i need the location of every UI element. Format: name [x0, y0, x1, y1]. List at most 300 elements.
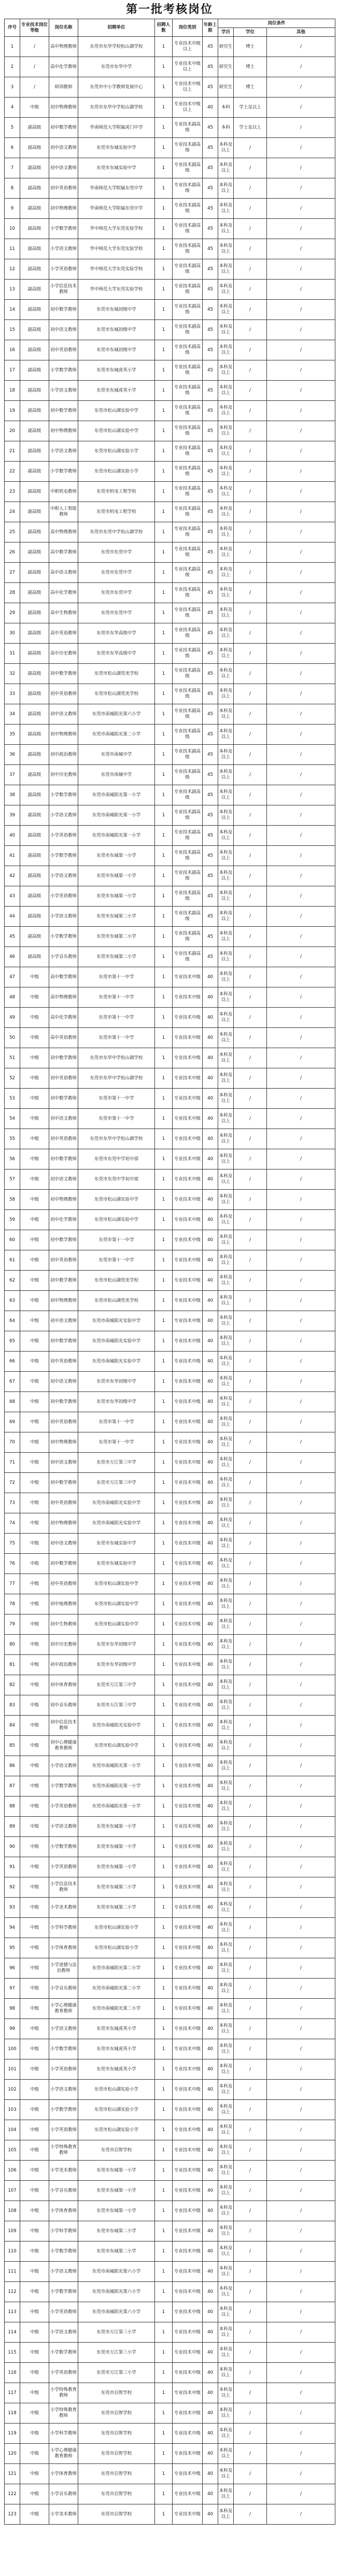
- cell-unit: 东莞市东华中学松山湖学校: [78, 1129, 155, 1149]
- cell-category: 专业技术副高级: [173, 927, 203, 947]
- page-title: 第一批考核岗位: [125, 3, 213, 16]
- cell-category: 专业技术副高级: [173, 886, 203, 907]
- cell-seq: 43: [5, 886, 20, 907]
- table-row: [5, 1756, 335, 1776]
- table-row: [5, 239, 335, 259]
- cell-education: 本科及以上: [218, 1210, 234, 1230]
- cell-seq: 15: [5, 320, 20, 340]
- cell-education: 本科及以上: [218, 522, 234, 542]
- cell-post: 高中化学教师: [49, 583, 78, 603]
- table-row: [5, 462, 335, 482]
- cell-seq: 81: [5, 1655, 20, 1675]
- cell-other: /: [267, 1089, 335, 1109]
- cell-seq: 30: [5, 623, 20, 644]
- cell-seq: 63: [5, 1291, 20, 1311]
- cell-count: 1: [155, 2302, 173, 2322]
- cell-age: 45: [203, 178, 218, 199]
- cell-degree: /: [234, 2403, 267, 2424]
- cell-age: 40: [203, 2241, 218, 2262]
- cell-other: /: [267, 522, 335, 542]
- table-row: [5, 381, 335, 401]
- cell-education: 本科及以上: [218, 178, 234, 199]
- cell-seq: 62: [5, 1271, 20, 1291]
- cell-seq: 96: [5, 1958, 20, 1979]
- col-header-unit: 招聘单位: [78, 19, 155, 37]
- cell-category: 专业技术中级: [173, 1554, 203, 1574]
- cell-seq: 68: [5, 1392, 20, 1412]
- cell-other: /: [267, 1129, 335, 1149]
- cell-post: 小学数学教师: [49, 2282, 78, 2302]
- cell-category: 专业技术中级: [173, 1918, 203, 1938]
- cell-post: 初中语文教师: [49, 1534, 78, 1554]
- cell-post: 小学特殊教育教师: [49, 2140, 78, 2161]
- cell-unit: 东莞市东城虎英小学: [78, 2039, 155, 2059]
- cell-other: /: [267, 1675, 335, 1695]
- cell-age: 40: [203, 2262, 218, 2282]
- cell-post: 小学语文教师: [49, 441, 78, 462]
- cell-category: 专业技术中级: [173, 2120, 203, 2140]
- table-row: [5, 2181, 335, 2201]
- cell-education: 本科及以上: [218, 1675, 234, 1695]
- cell-category: 专业技术中级: [173, 2221, 203, 2241]
- table-row: [5, 2383, 335, 2403]
- cell-degree: /: [234, 401, 267, 421]
- cell-unit: 东莞市东城第二小学: [78, 947, 155, 967]
- cell-category: 专业技术中级: [173, 2039, 203, 2059]
- cell-count: 1: [155, 1412, 173, 1432]
- cell-unit: 东莞市南城阳光第一小学: [78, 1797, 155, 1817]
- cell-post: 小学语文教师: [49, 2019, 78, 2039]
- cell-seq: 122: [5, 2484, 20, 2504]
- cell-degree: /: [234, 259, 267, 280]
- cell-count: 1: [155, 1877, 173, 1898]
- cell-category: 专业技术中级: [173, 1392, 203, 1412]
- cell-seq: 107: [5, 2181, 20, 2201]
- cell-education: 本科及以上: [218, 462, 234, 482]
- cell-age: 40: [203, 1614, 218, 1635]
- cell-other: /: [267, 1857, 335, 1877]
- cell-age: 40: [203, 2181, 218, 2201]
- cell-post: 小学数学教师: [49, 2343, 78, 2363]
- cell-age: 40: [203, 1958, 218, 1979]
- cell-other: /: [267, 1352, 335, 1372]
- table-row: [5, 2262, 335, 2282]
- cell-education: 本科及以上: [218, 2484, 234, 2504]
- cell-degree: /: [234, 2059, 267, 2080]
- cell-education: 本科及以上: [218, 2403, 234, 2424]
- cell-count: 1: [155, 785, 173, 805]
- cell-count: 1: [155, 2322, 173, 2343]
- table-row: [5, 138, 335, 158]
- cell-unit: 东莞市南城阳光第二小学: [78, 1979, 155, 1999]
- table-row: [5, 2282, 335, 2302]
- cell-category: 专业技术副高级: [173, 765, 203, 785]
- table-row: [5, 178, 335, 199]
- cell-seq: 20: [5, 421, 20, 441]
- cell-unit: 东莞市东城第二小学: [78, 907, 155, 927]
- cell-degree: /: [234, 138, 267, 158]
- cell-degree: /: [234, 1412, 267, 1432]
- table-row: [5, 1918, 335, 1938]
- cell-unit: 东莞市松山湖实验中学: [78, 1614, 155, 1635]
- cell-count: 1: [155, 2464, 173, 2484]
- cell-category: 专业技术中级: [173, 2322, 203, 2343]
- cell-level: 副高级: [20, 178, 49, 199]
- cell-age: 40: [203, 2201, 218, 2221]
- cell-education: 本科及以上: [218, 1898, 234, 1918]
- cell-unit: 东莞市东华初级中学: [78, 1372, 155, 1392]
- cell-count: 1: [155, 2484, 173, 2504]
- table-row: [5, 765, 335, 785]
- cell-count: 1: [155, 1958, 173, 1979]
- cell-post: 初中语文教师: [49, 1453, 78, 1473]
- cell-count: 1: [155, 2100, 173, 2120]
- cell-age: 40: [203, 2039, 218, 2059]
- cell-age: 45: [203, 340, 218, 360]
- cell-count: 1: [155, 1513, 173, 1534]
- cell-degree: /: [234, 441, 267, 462]
- cell-age: 45: [203, 947, 218, 967]
- table-row: [5, 2403, 335, 2424]
- cell-level: 中级: [20, 1169, 49, 1190]
- table-row: [5, 421, 335, 441]
- cell-education: 本科及以上: [218, 1412, 234, 1432]
- cell-post: 初中数学教师: [49, 401, 78, 421]
- cell-count: 1: [155, 1089, 173, 1109]
- cell-other: /: [267, 199, 335, 219]
- cell-post: 初中物理教师: [49, 1513, 78, 1534]
- cell-level: 中级: [20, 2120, 49, 2140]
- cell-post: 小学英语教师: [49, 259, 78, 280]
- cell-seq: 59: [5, 1210, 20, 1230]
- cell-level: 中级: [20, 1028, 49, 1048]
- cell-other: /: [267, 1392, 335, 1412]
- cell-level: 中级: [20, 1068, 49, 1089]
- cell-age: 40: [203, 1392, 218, 1412]
- cell-other: /: [267, 2464, 335, 2484]
- table-row: [5, 1513, 335, 1534]
- cell-unit: 东莞市松山湖实验小学: [78, 2080, 155, 2100]
- table-row: [5, 826, 335, 846]
- cell-count: 1: [155, 2424, 173, 2444]
- cell-count: 1: [155, 2140, 173, 2161]
- cell-unit: 东莞市启智学校: [78, 2444, 155, 2464]
- cell-degree: /: [234, 421, 267, 441]
- cell-other: /: [267, 360, 335, 381]
- cell-seq: 80: [5, 1635, 20, 1655]
- cell-other: /: [267, 1756, 335, 1776]
- table-row: [5, 2464, 335, 2484]
- cell-age: 45: [203, 57, 218, 77]
- cell-education: 本科及以上: [218, 219, 234, 239]
- table-row: [5, 1210, 335, 1230]
- cell-age: 45: [203, 37, 218, 57]
- cell-seq: 11: [5, 239, 20, 259]
- table-body: [5, 37, 335, 2525]
- cell-category: 专业技术中级: [173, 1797, 203, 1817]
- cell-count: 1: [155, 725, 173, 745]
- cell-post: 小学美术教师: [49, 1898, 78, 1918]
- cell-degree: /: [234, 1635, 267, 1655]
- cell-age: 45: [203, 765, 218, 785]
- cell-seq: 99: [5, 2019, 20, 2039]
- cell-post: 高中语文教师: [49, 563, 78, 583]
- cell-other: /: [267, 1331, 335, 1352]
- cell-other: /: [267, 765, 335, 785]
- cell-education: 本科及以上: [218, 765, 234, 785]
- cell-education: 本科及以上: [218, 623, 234, 644]
- cell-category: 专业技术副高级: [173, 138, 203, 158]
- cell-category: 专业技术副高级: [173, 623, 203, 644]
- cell-unit: 东莞市东华中学松山湖学校: [78, 98, 155, 118]
- cell-unit: 东莞市东莞中学松山湖学校: [78, 522, 155, 542]
- cell-post: 初中语文教师: [49, 138, 78, 158]
- cell-level: 中级: [20, 1594, 49, 1614]
- cell-post: 小学语文教师: [49, 2322, 78, 2343]
- cell-seq: 110: [5, 2241, 20, 2262]
- cell-unit: 东莞市第十一中学: [78, 1412, 155, 1432]
- cell-post: 小学语文教师: [49, 2080, 78, 2100]
- cell-other: /: [267, 1311, 335, 1331]
- cell-seq: 25: [5, 522, 20, 542]
- cell-age: 40: [203, 1008, 218, 1028]
- table-row: [5, 1776, 335, 1797]
- table-row: [5, 522, 335, 542]
- cell-level: 中级: [20, 2221, 49, 2241]
- cell-level: 中级: [20, 2201, 49, 2221]
- cell-post: 小学英语教师: [49, 1857, 78, 1877]
- table-row: [5, 785, 335, 805]
- cell-education: 本科及以上: [218, 2100, 234, 2120]
- cell-count: 1: [155, 1169, 173, 1190]
- cell-count: 1: [155, 805, 173, 826]
- cell-level: 副高级: [20, 502, 49, 522]
- cell-education: 本科及以上: [218, 1432, 234, 1453]
- cell-seq: 120: [5, 2444, 20, 2464]
- cell-education: 本科及以上: [218, 300, 234, 320]
- col-header-age: 年龄上限: [203, 19, 218, 37]
- cell-age: 40: [203, 1898, 218, 1918]
- cell-count: 1: [155, 77, 173, 98]
- cell-post: 小学英语教师: [49, 2302, 78, 2322]
- cell-level: 副高级: [20, 927, 49, 947]
- cell-category: 专业技术中级: [173, 1331, 203, 1352]
- cell-other: /: [267, 178, 335, 199]
- cell-degree: /: [234, 360, 267, 381]
- cell-education: 本科及以上: [218, 1534, 234, 1554]
- cell-age: 45: [203, 927, 218, 947]
- cell-post: 初中英语教师: [49, 1412, 78, 1432]
- cell-unit: 东莞市东城第一小学: [78, 866, 155, 886]
- cell-post: 小学英语教师: [49, 1797, 78, 1817]
- table-row: [5, 1271, 335, 1291]
- cell-seq: 22: [5, 462, 20, 482]
- cell-other: /: [267, 1048, 335, 1068]
- cell-degree: 学士及以上: [234, 98, 267, 118]
- cell-unit: 东莞市东城初级中学: [78, 320, 155, 340]
- table-row: [5, 1432, 335, 1453]
- cell-post: 高中生物教师: [49, 603, 78, 623]
- cell-degree: /: [234, 1089, 267, 1109]
- cell-category: 专业技术中级: [173, 2484, 203, 2504]
- cell-degree: /: [234, 1210, 267, 1230]
- table-row: [5, 98, 335, 118]
- cell-count: 1: [155, 563, 173, 583]
- cell-post: 小学科学教师: [49, 2221, 78, 2241]
- cell-category: 专业技术中级: [173, 2383, 203, 2403]
- cell-unit: 东莞市松山湖实验中学: [78, 1574, 155, 1594]
- cell-other: /: [267, 2343, 335, 2363]
- cell-level: /: [20, 77, 49, 98]
- cell-unit: 东莞市松山湖实验小学: [78, 2100, 155, 2120]
- cell-age: 45: [203, 603, 218, 623]
- cell-level: 副高级: [20, 280, 49, 300]
- cell-seq: 53: [5, 1089, 20, 1109]
- table-row: [5, 37, 335, 57]
- cell-count: 1: [155, 482, 173, 502]
- cell-count: 1: [155, 644, 173, 664]
- cell-seq: 39: [5, 805, 20, 826]
- cell-other: /: [267, 421, 335, 441]
- cell-other: /: [267, 2241, 335, 2262]
- cell-count: 1: [155, 1068, 173, 1089]
- cell-category: 专业技术中级: [173, 1068, 203, 1089]
- cell-count: 1: [155, 158, 173, 178]
- cell-level: 副高级: [20, 219, 49, 239]
- cell-other: /: [267, 1817, 335, 1837]
- cell-post: 初中数学教师: [49, 1048, 78, 1068]
- table-row: [5, 725, 335, 745]
- cell-level: 副高级: [20, 421, 49, 441]
- cell-category: 专业技术中级: [173, 1614, 203, 1635]
- cell-category: 专业技术中级: [173, 1210, 203, 1230]
- cell-level: 中级: [20, 1898, 49, 1918]
- cell-unit: 东莞市东城第一小学: [78, 2201, 155, 2221]
- cell-age: 45: [203, 704, 218, 725]
- cell-category: 专业技术副高级: [173, 684, 203, 704]
- cell-category: 专业技术中级: [173, 1534, 203, 1554]
- cell-category: 专业技术中级: [173, 1008, 203, 1028]
- cell-unit: 东莞市启智学校: [78, 2424, 155, 2444]
- cell-level: 副高级: [20, 138, 49, 158]
- cell-seq: 9: [5, 199, 20, 219]
- cell-unit: 东莞市启智学校: [78, 2403, 155, 2424]
- cell-post: 高中数学教师: [49, 967, 78, 987]
- cell-degree: 博士: [234, 57, 267, 77]
- cell-unit: 华中师范大学东莞实验学校: [78, 239, 155, 259]
- cell-level: 中级: [20, 1675, 49, 1695]
- cell-age: 45: [203, 320, 218, 340]
- cell-count: 1: [155, 846, 173, 866]
- cell-seq: 87: [5, 1776, 20, 1797]
- table-row: [5, 1068, 335, 1089]
- cell-age: 40: [203, 1453, 218, 1473]
- cell-unit: 东莞市南城阳光第一小学: [78, 1776, 155, 1797]
- cell-age: 40: [203, 1412, 218, 1432]
- cell-education: 本科及以上: [218, 1655, 234, 1675]
- cell-category: 专业技术中级: [173, 1089, 203, 1109]
- cell-education: 本科及以上: [218, 1372, 234, 1392]
- cell-other: /: [267, 846, 335, 866]
- cell-level: 副高级: [20, 907, 49, 927]
- cell-seq: 95: [5, 1938, 20, 1958]
- cell-count: 1: [155, 664, 173, 684]
- cell-post: 中职人工智能教师: [49, 502, 78, 522]
- cell-education: 本科及以上: [218, 1291, 234, 1311]
- table-row: [5, 1311, 335, 1331]
- cell-other: /: [267, 2262, 335, 2282]
- cell-other: /: [267, 2383, 335, 2403]
- cell-age: 40: [203, 1271, 218, 1291]
- cell-level: 副高级: [20, 158, 49, 178]
- cell-seq: 50: [5, 1028, 20, 1048]
- cell-category: 专业技术副高级: [173, 320, 203, 340]
- cell-unit: 东莞市第十一中学: [78, 1008, 155, 1028]
- cell-other: /: [267, 1068, 335, 1089]
- cell-education: 本科及以上: [218, 785, 234, 805]
- cell-count: 1: [155, 1291, 173, 1311]
- cell-unit: 东莞市松山湖实验小学: [78, 2120, 155, 2140]
- cell-post: 小学语文教师: [49, 381, 78, 401]
- cell-unit: 东莞市万江第三中学: [78, 1675, 155, 1695]
- cell-seq: 38: [5, 785, 20, 805]
- cell-post: 小学体育教师: [49, 1938, 78, 1958]
- cell-seq: 8: [5, 178, 20, 199]
- cell-level: 副高级: [20, 259, 49, 280]
- cell-category: 专业技术副高级: [173, 340, 203, 360]
- table-row: [5, 1190, 335, 1210]
- cell-seq: 35: [5, 725, 20, 745]
- cell-count: 1: [155, 1635, 173, 1655]
- cell-unit: 东莞市东莞中学初中部: [78, 1169, 155, 1190]
- cell-seq: 84: [5, 1716, 20, 1736]
- cell-other: /: [267, 2221, 335, 2241]
- cell-category: 专业技术副高级: [173, 381, 203, 401]
- cell-degree: /: [234, 178, 267, 199]
- cell-seq: 23: [5, 482, 20, 502]
- cell-post: 小学数学教师: [49, 785, 78, 805]
- table-row: [5, 1797, 335, 1817]
- cell-age: 40: [203, 1250, 218, 1271]
- cell-degree: /: [234, 502, 267, 522]
- cell-age: 45: [203, 401, 218, 421]
- cell-count: 1: [155, 1776, 173, 1797]
- cell-category: 专业技术中级: [173, 2403, 203, 2424]
- cell-post: 小学信息技术教师: [49, 1877, 78, 1898]
- cell-count: 1: [155, 381, 173, 401]
- cell-seq: 49: [5, 1008, 20, 1028]
- cell-unit: 华南师范大学附属虎门中学: [78, 118, 155, 138]
- cell-degree: /: [234, 2262, 267, 2282]
- cell-other: /: [267, 2059, 335, 2080]
- cell-degree: /: [234, 967, 267, 987]
- cell-education: 本科及以上: [218, 1271, 234, 1291]
- cell-age: 45: [203, 300, 218, 320]
- cell-degree: /: [234, 1797, 267, 1817]
- cell-unit: 东莞市松山湖实验小学: [78, 441, 155, 462]
- cell-seq: 4: [5, 98, 20, 118]
- cell-level: 副高级: [20, 644, 49, 664]
- cell-other: /: [267, 542, 335, 563]
- cell-seq: 5: [5, 118, 20, 138]
- cell-post: 小学数学教师: [49, 1776, 78, 1797]
- cell-other: /: [267, 664, 335, 684]
- cell-category: 专业技术中级: [173, 1271, 203, 1291]
- cell-category: 专业技术副高级: [173, 158, 203, 178]
- cell-other: /: [267, 1109, 335, 1129]
- cell-degree: /: [234, 1068, 267, 1089]
- cell-age: 40: [203, 967, 218, 987]
